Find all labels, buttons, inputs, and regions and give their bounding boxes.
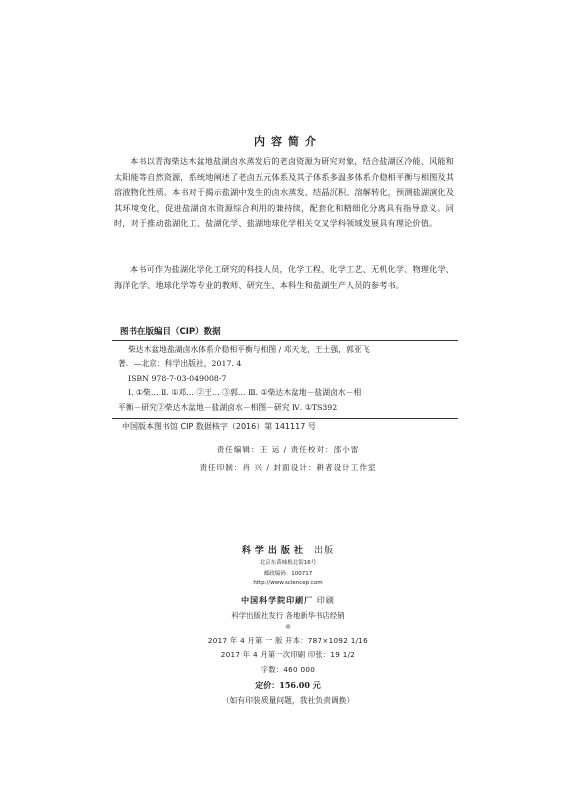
distribution-line: 科学出版社发行 各地新华书店经销 (231, 611, 345, 620)
cip-bottom-rule (112, 418, 458, 419)
cip-line-2: 著．—北京：科学出版社，2017. 4 (118, 359, 242, 369)
publisher-postcode: 邮政编码：100717 (263, 571, 313, 577)
cip-heading: 图书在版编目（CIP）数据 (120, 327, 221, 337)
intro-paragraph-2-text: 本书可作为盐湖化学化工研究的科技人员，化学工程、化学工艺、无机化学、物理化学、海洋化学、地球化学等专业的教师、研究生、本科生和盐湖生产人员的参考书。 (114, 264, 454, 290)
intro-paragraph-1 (114, 154, 454, 232)
editor-credits: 责任编辑：王 运 / 责任校对：邵小雷 (216, 445, 360, 454)
printer-suffix: 印刷 (316, 596, 335, 605)
publisher-name: 科学出版社 (241, 546, 307, 556)
printer-name: 中国科学院印刷厂 (241, 595, 314, 605)
edition-line-1: 2017 年 4 月第 一 版 开本：787×1092 1/16 (207, 636, 369, 645)
separator-mark: ※ (285, 623, 291, 631)
price-label: 定价：156.00 元 (255, 680, 321, 690)
cip-record (118, 343, 454, 415)
intro-paragraph-2 (114, 262, 454, 293)
cip-top-rule (112, 340, 458, 341)
printer-line (0, 595, 576, 606)
publisher-address: 北京东黄城根北街16号 (259, 560, 317, 566)
edition-line-2: 2017 年 4 月第一次印刷 印张：19 1/2 (220, 650, 356, 659)
word-count: 字数：460 000 (260, 665, 316, 674)
production-credits: 责任印制：肖 兴 / 封面设计：耕者设计工作室 (199, 463, 377, 472)
cip-line-5: 平衡－研究②柴达木盆地－盐湖卤水－相图－研究 Ⅳ. ①TS392 (118, 402, 338, 412)
intro-paragraph-1-text: 本书以青海柴达木盆地盐湖卤水蒸发后的老卤资源为研究对象，结合盐湖区冷能、风能和太阳能等自然资源，系统地阐述了老卤五元体系及其子体系多温多体系介稳相平衡与相图及其溶液物化性质。本书对于揭示盐湖中发生的卤水蒸发、结晶沉积、溶解转化，预测盐湖演化及其环境变化，促进盐湖卤水资源综合利用的兼持续，配套化和精细化分离具有指导意义。同时，对于推动盐湖化工、盐湖化学、盐湖地球化学相关交叉学科领域发展具有理论价值。 (114, 156, 454, 228)
cip-line-4: Ⅰ. ①柴… Ⅱ. ①邓… ②王… ③郭… Ⅲ. ①柴达木盆地－盐湖卤水－相 (128, 388, 362, 398)
page-title: 内容简介 (254, 135, 322, 148)
cip-data-number: 中国版本图书馆 CIP 数据核字（2016）第 141117 号 (122, 422, 316, 431)
publisher-website: http://www.sciencep.com (253, 580, 323, 586)
publisher-suffix: 出版 (314, 546, 335, 556)
cip-line-3: ISBN 978-7-03-049008-7 (128, 373, 227, 383)
publisher-line (0, 543, 576, 556)
quality-notice: （如有印装质量问题，我社负责调换） (221, 696, 355, 705)
cip-line-1: 柴达木盆地盐湖卤水体系介稳相平衡与相图 / 邓天龙，王士强，郭亚飞 (128, 345, 370, 354)
